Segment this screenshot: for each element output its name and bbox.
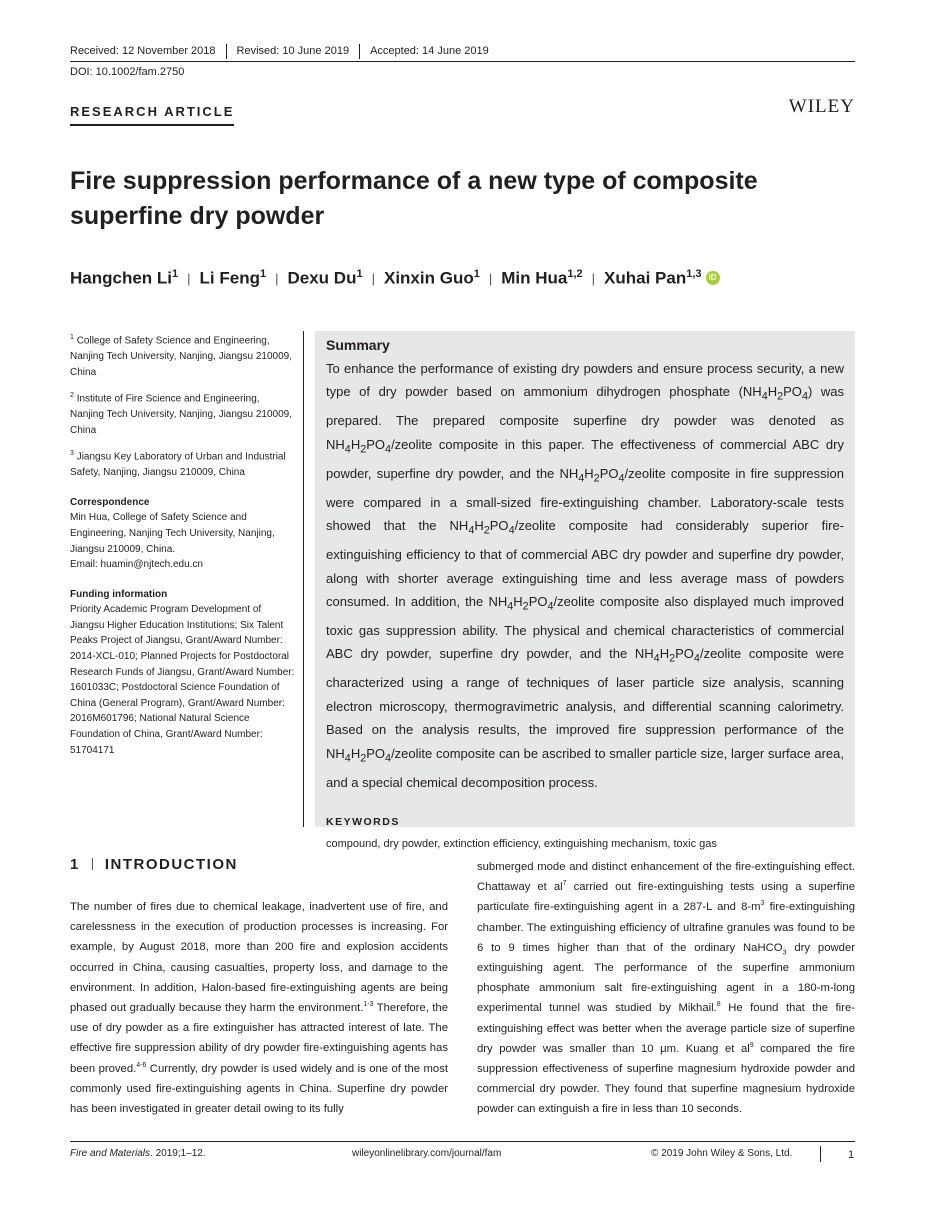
author-separator: | — [488, 271, 493, 286]
header-rule — [70, 61, 855, 62]
paragraph: submerged mode and distinct enhancement of the fire-extinguishing effect. Chattaway et $al^7$ carried out fire-extinguishing tests using a superfine particulate fire-extinguishing agent in a 287-L and $8-m^3$ fire-extinguishing chamber. The extinguishing efficiency of ultrafine granules was found to be 6 to 9 times higher than that of the ordinary NaHCO$_3$ dry powder extinguishing agent. The performance of the superfine ammonium phosphate ammonium salt fire-extinguishing agent in a 180-m-long experimental tunnel was studied by Mikhail.$^8$ He found that the fire-extinguishing effect was better when the average particle size of superfine dry powder was smaller than 10 μm. Kuang et $al^9$ compared the fire suppression effectiveness of superfine magnesium hydroxide powder and commercial dry powder. They found that superfine magnesium hydroxide powder can extinguish a fire in less than 10 seconds. — [477, 861, 855, 1116]
chem-formula: $NH_4H_2PO_4$ — [742, 384, 808, 403]
footer-rule — [70, 1141, 855, 1142]
section-number: 1 — [70, 856, 80, 873]
orcid-icon[interactable]: iD — [706, 271, 720, 285]
summary-box — [315, 331, 855, 851]
publication-dates — [70, 44, 499, 59]
correspondence-email[interactable]: Email: huamin@njtech.edu.cn — [70, 559, 203, 571]
chem-formula: $NH_4H_2PO_4$ — [488, 594, 554, 613]
title-line-2: superfine dry powder — [70, 202, 325, 230]
author-separator: | — [371, 271, 375, 286]
publisher-logo: WILEY — [788, 96, 855, 117]
keywords-list: compound, dry powder, extinction efficiency, extinguishing mechanism, toxic gas — [326, 838, 717, 851]
citation-ref[interactable]: 4-6 — [136, 1061, 147, 1069]
doi[interactable]: DOI: 10.1002/fam.2750 — [70, 66, 185, 78]
author[interactable]: Xuhai Pan$^{1,3}$ — [604, 268, 702, 288]
article-meta — [70, 330, 296, 766]
body-column-left — [70, 897, 448, 1119]
footer-copyright: © 2019 John Wiley & Sons, Ltd. — [651, 1148, 793, 1159]
author-list — [70, 268, 720, 289]
author[interactable]: Min Hua$^{1,2}$ — [501, 268, 583, 288]
revised-date: Revised: 10 June 2019 — [227, 44, 361, 59]
funding-heading: Funding information — [70, 588, 168, 600]
received-date: Received: 12 November 2018 — [70, 44, 227, 59]
chem-formula: $NH_4H_2PO_4$ — [326, 745, 392, 765]
author[interactable]: Dexu Du$^1$ — [287, 268, 363, 288]
paragraph: The number of fires due to chemical leakage, inadvertent use of fire, and carelessness in the execution of production processes is increasing. For example, by August 2018, more than 200 fire and explosion accidents occurred in China, causing casualties, property loss, and damage to the environment. In addition, Halon-based fire-extinguishing agents are being phased out gradually because they harm the environment.$^{1-3}$ Therefore, the use of dry powder as a fire extinguisher has attracted interest of late. The effective fire suppression ability of dry powder fire-extinguishing agents has been proved.$^{4-6}$ Currently, dry powder is used widely and is one of the most commonly used fire-extinguishing agents in China. Superfine dry powder has been investigated in greater detail owing to its fully — [70, 901, 448, 1116]
chem-formula: $NH_4H_2PO_4$ — [326, 436, 392, 456]
citation-ref[interactable]: 1-3 — [363, 1001, 374, 1009]
meta-divider — [303, 331, 304, 827]
author-separator: | — [275, 271, 279, 286]
citation-ref[interactable]: 9 — [749, 1042, 754, 1050]
author[interactable]: Xinxin Guo$^1$ — [383, 268, 480, 288]
affiliation: $^3$ Jiangsu Key Laboratory of Urban and Industrial Safety, Nanjing, Jiangsu 210009, China — [70, 450, 286, 479]
footer-url[interactable]: wileyonlinelibrary.com/journal/fam — [352, 1148, 502, 1159]
footer-citation: Fire and Materials. 2019;1–12. — [70, 1148, 206, 1159]
funding-text: Priority Academic Program Development of Jiangsu Higher Education Institutions; Six Talent Peaks Project of Jiangsu, Grant/Award Number: 2014-XCL-010; Planned Projects for Postdoctoral Research Funds of Jiangsu, Grant/Award Number: 1601033C; Postdoctoral Science Foundation of China (General Program), Grant/Award Number: 2016M601796; National Natural Science Foundation of China, Grant/Award Number: 51704171 — [70, 604, 295, 756]
author-separator: | — [187, 271, 191, 286]
article-title — [70, 164, 850, 234]
author[interactable]: Li Feng$^1$ — [199, 268, 267, 288]
citation-ref[interactable]: 7 — [562, 880, 567, 888]
section-title: INTRODUCTION — [104, 856, 238, 873]
section-divider — [92, 858, 93, 870]
accepted-date: Accepted: 14 June 2019 — [370, 45, 489, 57]
summary-text: To enhance the performance of existing dry powders and ensure process security, a new type of dry powder based on ammonium dihydrogen phosphate $(NH_4H_2PO_4)$ was prepared. The prepared composite superfine dry powder was denoted as $NH_4H_2PO_4$/zeolite composite in this paper. The effectiveness of commercial ABC dry powder, superfine dry powder, and the $NH_4H_2PO_4$/zeolite composite in fire suppression were compared in a small-sized fire-extinguishing chamber. Laboratory-scale tests showed that the $NH_4H_2PO_4$/zeolite composite had considerably superior fire-extinguishing efficiency to that of commercial ABC dry powder and superfine dry powder, along with shorter average extinguishing time and less average mass of powders consumed. In addition, the $NH_4H_2PO_4$/zeolite composite also displayed much improved toxic gas suppression ability. The physical and chemical characteristics of commercial ABC dry powder, superfine dry powder, and the $NH_4H_2PO_4$/zeolite composite were characterized using a range of techniques of laser particle size analysis, scanning electron microscopy, thermogravimetric analysis, and differential scanning calorimetry. Based on the analysis results, the improved fire suppression performance of the $NH_4H_2PO_4$/zeolite composite can be ascribed to smaller particle size, larger surface area, and a special chemical decomposition process. — [326, 361, 845, 790]
citation-ref[interactable]: 8 — [716, 1001, 721, 1009]
author-separator: | — [591, 271, 596, 286]
section-heading — [70, 856, 238, 873]
correspondence-heading: Correspondence — [70, 496, 150, 508]
title-line-1: Fire suppression performance of a new type of composite — [70, 167, 758, 195]
article-type: RESEARCH ARTICLE — [70, 104, 234, 126]
keywords-heading: KEYWORDS — [326, 816, 400, 829]
chem-formula: $NH_4H_2PO_4$ — [559, 465, 625, 485]
summary-heading: Summary — [326, 337, 390, 353]
affiliation: $^1$ College of Safety Science and Engineering, Nanjing Tech University, Nanjing, Jiangsu 210009, China — [70, 334, 292, 378]
chem-formula: $NH_4H_2PO_4$ — [634, 646, 700, 666]
affiliation: $^2$ Institute of Fire Science and Engineering, Nanjing Tech University, Nanjing, Jiangsu 210009, China — [70, 392, 292, 436]
page-number: 1 — [820, 1146, 854, 1162]
correspondence-text: Min Hua, College of Safety Science and Engineering, Nanjing Tech University, Nanjing, Jiangsu 210009, China. — [70, 512, 275, 555]
body-column-right — [477, 857, 855, 1120]
chem-formula: $NH_4H_2PO_4$ — [449, 518, 515, 537]
author[interactable]: Hangchen Li$^1$ — [70, 268, 179, 288]
